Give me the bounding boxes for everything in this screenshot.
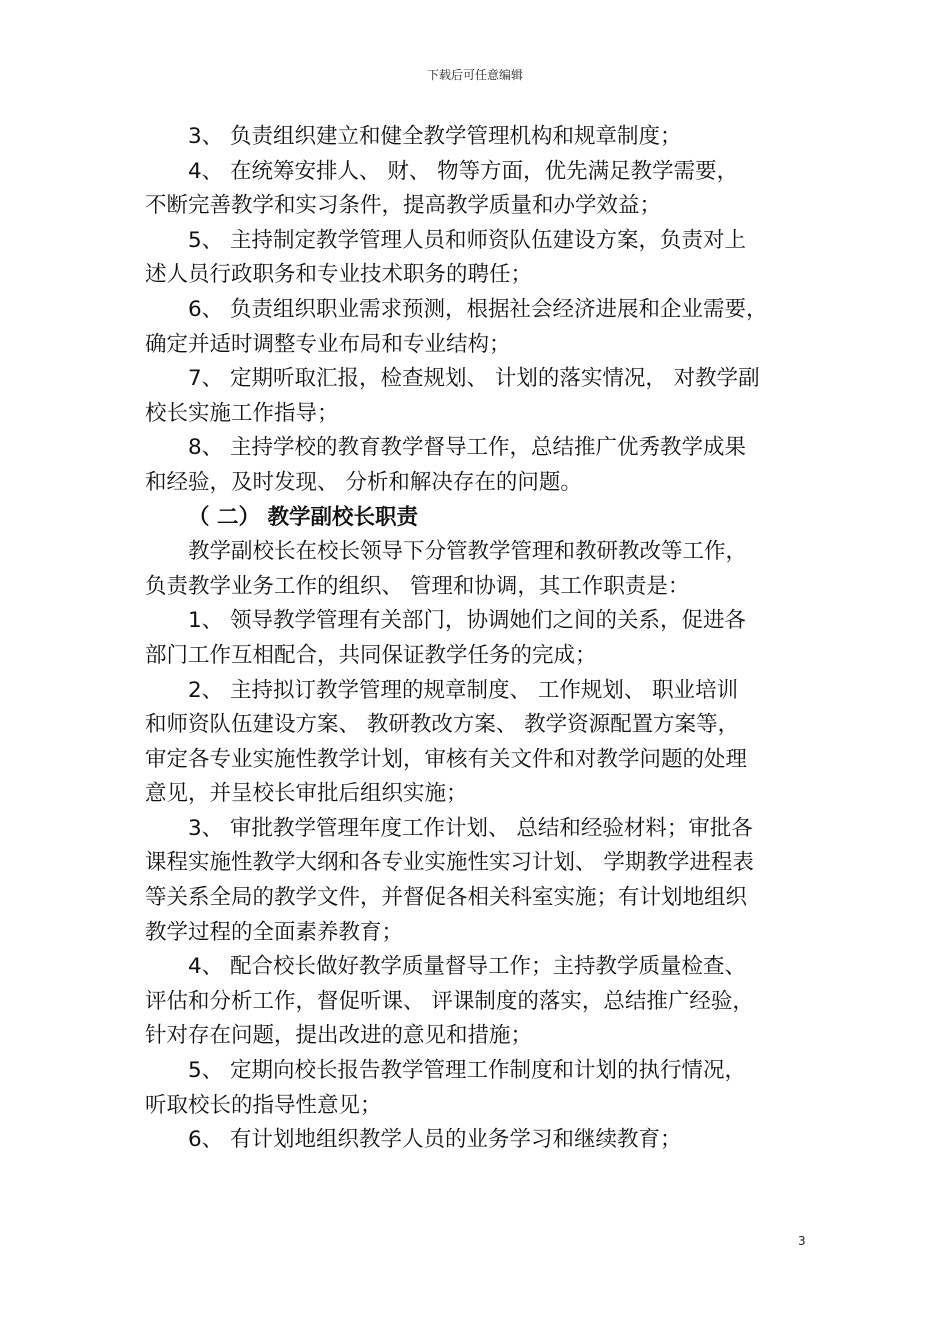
paragraph-line: 6、 负责组织职业需求预测，根据社会经济进展和企业需要， <box>188 296 768 322</box>
paragraph-line: 5、 定期向校长报告教学管理工作制度和计划的执行情况， <box>188 1058 747 1084</box>
paragraph-line: 4、 配合校长做好教学质量督导工作；主持教学质量检查、 <box>188 954 747 980</box>
paragraph-line: 5、 主持制定教学管理人员和师资队伍建设方案，负责对上 <box>188 227 747 253</box>
paragraph-line: 部门工作互相配合，共同保证教学任务的完成； <box>145 642 597 668</box>
paragraph-line: 7、 定期听取汇报，检查规划、 计划的落实情况， 对教学副 <box>188 366 760 392</box>
paragraph-line: 4、 在统筹安排人、 财、 物等方面，优先满足教学需要， <box>188 158 739 184</box>
paragraph-line: 述人员行政职务和专业技术职务的聘任； <box>145 262 533 288</box>
paragraph-line: 教学副校长在校长领导下分管教学管理和教研教改等工作， <box>188 539 748 565</box>
paragraph-line: 教学过程的全面素养教育； <box>145 919 404 945</box>
paragraph-line: 和师资队伍建设方案、 教研教改方案、 教学资源配置方案等， <box>145 712 740 738</box>
document-body <box>145 120 810 1158</box>
paragraph-line: 评估和分析工作，督促听课、 评课制度的落实，总结推广经验， <box>145 988 754 1014</box>
paragraph-line: 2、 主持拟订教学管理的规章制度、 工作规划、 职业培训 <box>188 677 739 703</box>
paragraph-line: 确定并适时调整专业布局和专业结构； <box>145 331 511 357</box>
paragraph-line: 校长实施工作指导； <box>145 400 339 426</box>
paragraph-line: 不断完善教学和实习条件，提高教学质量和办学效益； <box>145 193 662 219</box>
paragraph-line: 3、 负责组织建立和健全教学管理机构和规章制度； <box>188 124 682 149</box>
page-number: 3 <box>798 1234 806 1248</box>
paragraph-line: 负责教学业务工作的组织、 管理和协调，其工作职责是： <box>145 573 690 599</box>
paragraph-line: 针对存在问题，提出改进的意见和措施； <box>145 1023 533 1049</box>
paragraph-line: 和经验，及时发现、 分析和解决存在的问题。 <box>145 469 582 495</box>
paragraph-line: 1、 领导教学管理有关部门，协调她们之间的关系，促进各 <box>188 608 747 634</box>
paragraph-line: 意见，并呈校长审批后组织实施； <box>145 781 468 807</box>
page-header: 下载后可任意编辑 <box>426 68 523 82</box>
paragraph-line: 3、 审批教学管理年度工作计划、 总结和经验材料；审批各 <box>188 815 753 841</box>
paragraph-line: 6、 有计划地组织教学人员的业务学习和继续教育； <box>188 1127 682 1153</box>
paragraph-line: 等关系全局的教学文件，并督促各相关科室实施；有计划地组织 <box>145 885 748 911</box>
paragraph-line: 听取校长的指导性意见； <box>145 1092 382 1118</box>
section-heading: （ 二） 教学副校长职责 <box>188 504 418 530</box>
paragraph-line: 审定各专业实施性教学计划，审核有关文件和对教学问题的处理 <box>145 746 748 772</box>
paragraph-line: 课程实施性教学大纲和各专业实施性实习计划、 学期教学进程表 <box>145 850 754 876</box>
paragraph-line: 8、 主持学校的教育教学督导工作，总结推广优秀教学成果 <box>188 435 747 461</box>
